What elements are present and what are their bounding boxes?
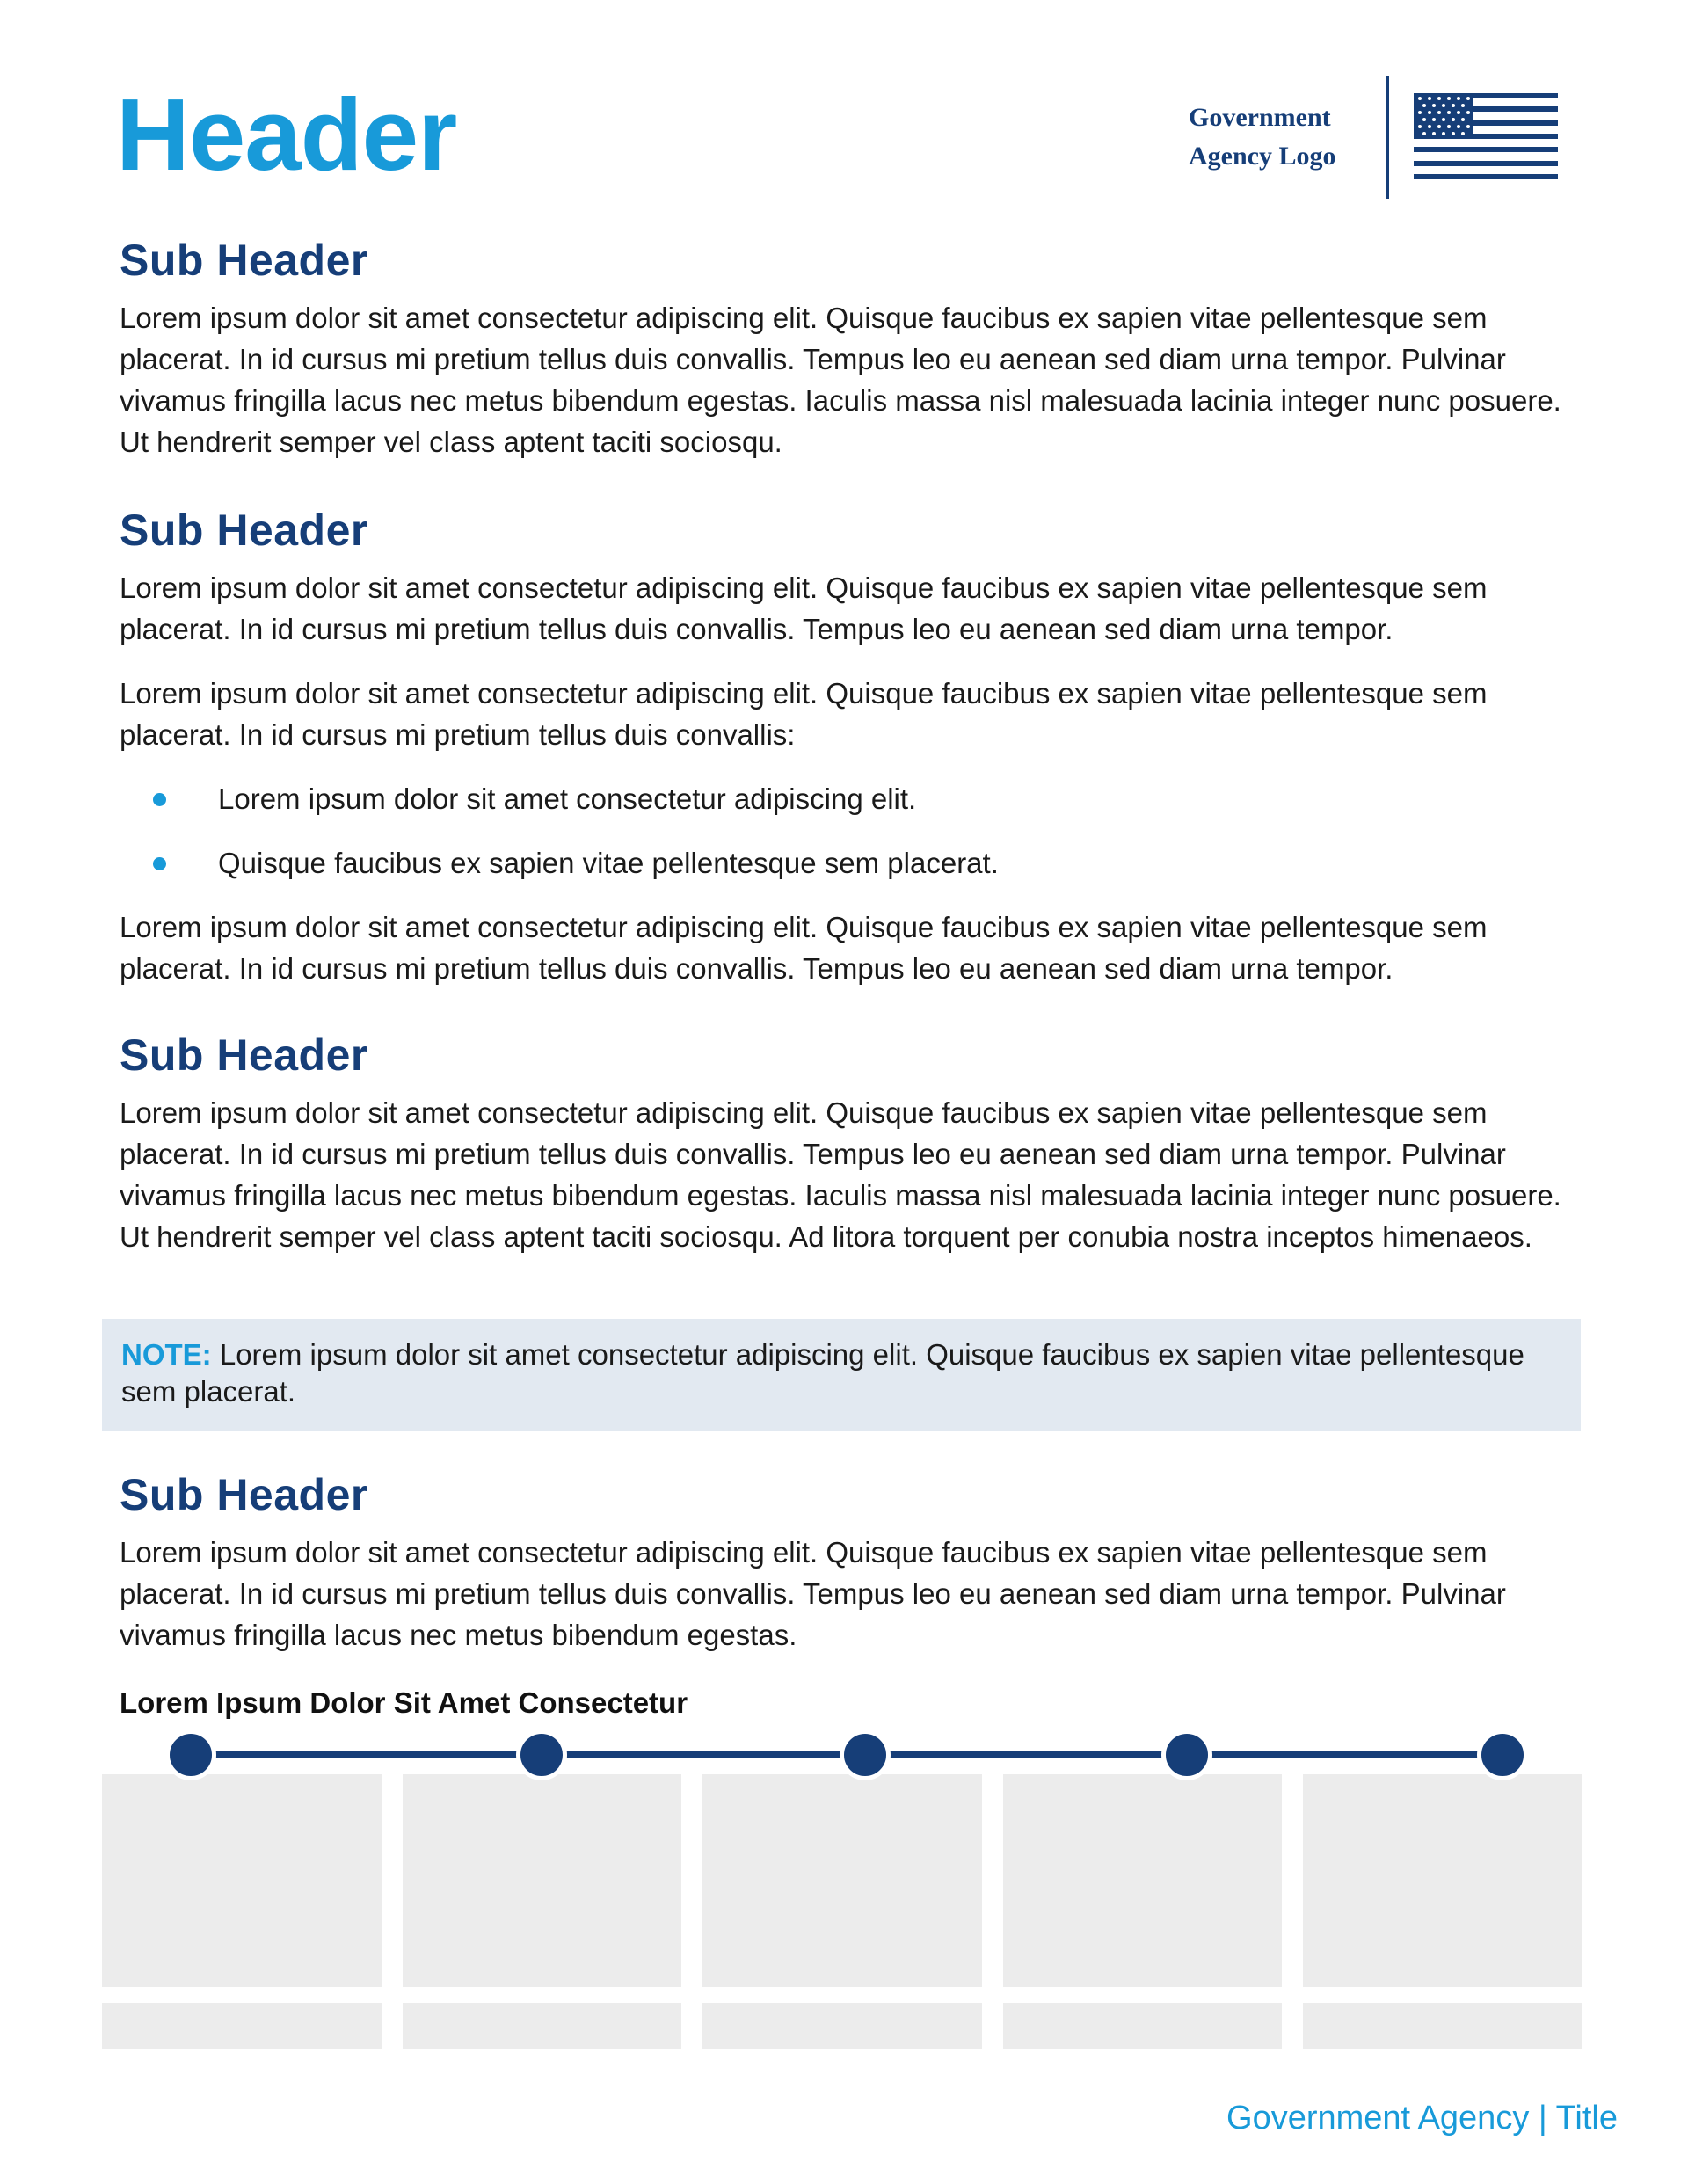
timeline-connector (865, 1751, 1187, 1758)
section-2 (120, 504, 1570, 1012)
timeline-card-footer (102, 2003, 382, 2049)
timeline-node (1477, 1729, 1528, 1780)
note-box (102, 1319, 1581, 1431)
timeline-card-footer (702, 2003, 982, 2049)
bullet-item (120, 842, 1570, 884)
timeline (102, 1748, 1582, 2047)
section-4-paragraph: Lorem ipsum dolor sit amet consectetur adipiscing elit. Quisque faucibus ex sapien vitae pellentesque sem placerat. In id cursus mi pretium tellus duis convallis. Tempus leo eu aenean sed diam urna tempor. Pulvinar vivamus fringilla lacus nec metus bibendum egestas. (120, 1536, 1506, 1651)
bullet-item-text: Lorem ipsum dolor sit amet consectetur adipiscing elit. (218, 783, 917, 815)
logo-divider (1386, 76, 1389, 199)
timeline-card (1003, 1774, 1283, 1987)
timeline-connector (1187, 1751, 1503, 1758)
us-flag-icon (1414, 93, 1558, 179)
timeline-title: Lorem Ipsum Dolor Sit Amet Consectetur (120, 1686, 688, 1719)
timeline-card (102, 1774, 382, 1987)
page-title: Header (116, 77, 457, 192)
timeline-connector (191, 1751, 542, 1758)
timeline-node (1161, 1729, 1212, 1780)
section-3-sub-header: Sub Header (120, 1030, 368, 1080)
section-3-paragraph: Lorem ipsum dolor sit amet consectetur adipiscing elit. Quisque faucibus ex sapien vitae pellentesque sem placerat. In id cursus mi pretium tellus duis convallis. Tempus leo eu aenean sed diam urna tempor. Pulvinar vivamus fringilla lacus nec metus bibendum egestas. Iaculis massa nisl malesuada lacinia integer nunc posuere. Ut hendrerit semper vel class aptent taciti sociosqu. Ad litora torquent per conubia nostra inceptos himenaeos. (120, 1096, 1561, 1253)
section-4-sub-header: Sub Header (120, 1470, 368, 1519)
agency-logo-line-2: Agency Logo (1189, 142, 1336, 171)
section-4 (120, 1468, 1570, 1678)
agency-logo-line-1: Government (1189, 103, 1331, 132)
bullet-item (120, 778, 1570, 819)
note-label: NOTE: (121, 1338, 212, 1371)
section-2-sub-header: Sub Header (120, 506, 368, 555)
timeline-card (403, 1774, 682, 1987)
section-2-closing-paragraph: Lorem ipsum dolor sit amet consectetur adipiscing elit. Quisque faucibus ex sapien vitae pellentesque sem placerat. In id cursus mi pretium tellus duis convallis. Tempus leo eu aenean sed diam urna tempor. (120, 911, 1488, 985)
bullet-dot-icon (153, 793, 166, 806)
timeline-card (702, 1774, 982, 1987)
timeline-node (840, 1729, 891, 1780)
timeline-card (1303, 1774, 1582, 1987)
section-2-paragraph-2: Lorem ipsum dolor sit amet consectetur adipiscing elit. Quisque faucibus ex sapien vitae pellentesque sem placerat. In id cursus mi pretium tellus duis convallis: (120, 677, 1488, 751)
agency-logo-text (1189, 98, 1336, 176)
section-1-paragraph: Lorem ipsum dolor sit amet consectetur adipiscing elit. Quisque faucibus ex sapien vitae pellentesque sem placerat. In id cursus mi pretium tellus duis convallis. Tempus leo eu aenean sed diam urna tempor. Pulvinar vivamus fringilla lacus nec metus bibendum egestas. Iaculis massa nisl malesuada lacinia integer nunc posuere. Ut hendrerit semper vel class aptent taciti sociosqu. (120, 302, 1561, 458)
timeline-node (516, 1729, 567, 1780)
section-1 (120, 234, 1570, 485)
bullet-dot-icon (153, 857, 166, 870)
timeline-connector (542, 1751, 865, 1758)
section-2-paragraph-1: Lorem ipsum dolor sit amet consectetur adipiscing elit. Quisque faucibus ex sapien vitae pellentesque sem placerat. In id cursus mi pretium tellus duis convallis. Tempus leo eu aenean sed diam urna tempor. (120, 571, 1488, 645)
timeline-card-footer (1303, 2003, 1582, 2049)
section-1-sub-header: Sub Header (120, 236, 368, 285)
timeline-card-footer (1003, 2003, 1283, 2049)
footer-agency-title: Government Agency | Title (1226, 2100, 1618, 2137)
timeline-card-footer (403, 2003, 682, 2049)
note-text: Lorem ipsum dolor sit amet consectetur adipiscing elit. Quisque faucibus ex sapien vitae pellentesque sem placerat. (121, 1338, 1524, 1408)
section-3 (120, 1029, 1570, 1280)
timeline-node (165, 1729, 216, 1780)
bullet-list (120, 778, 1570, 884)
bullet-item-text: Quisque faucibus ex sapien vitae pellentesque sem placerat. (218, 847, 999, 879)
